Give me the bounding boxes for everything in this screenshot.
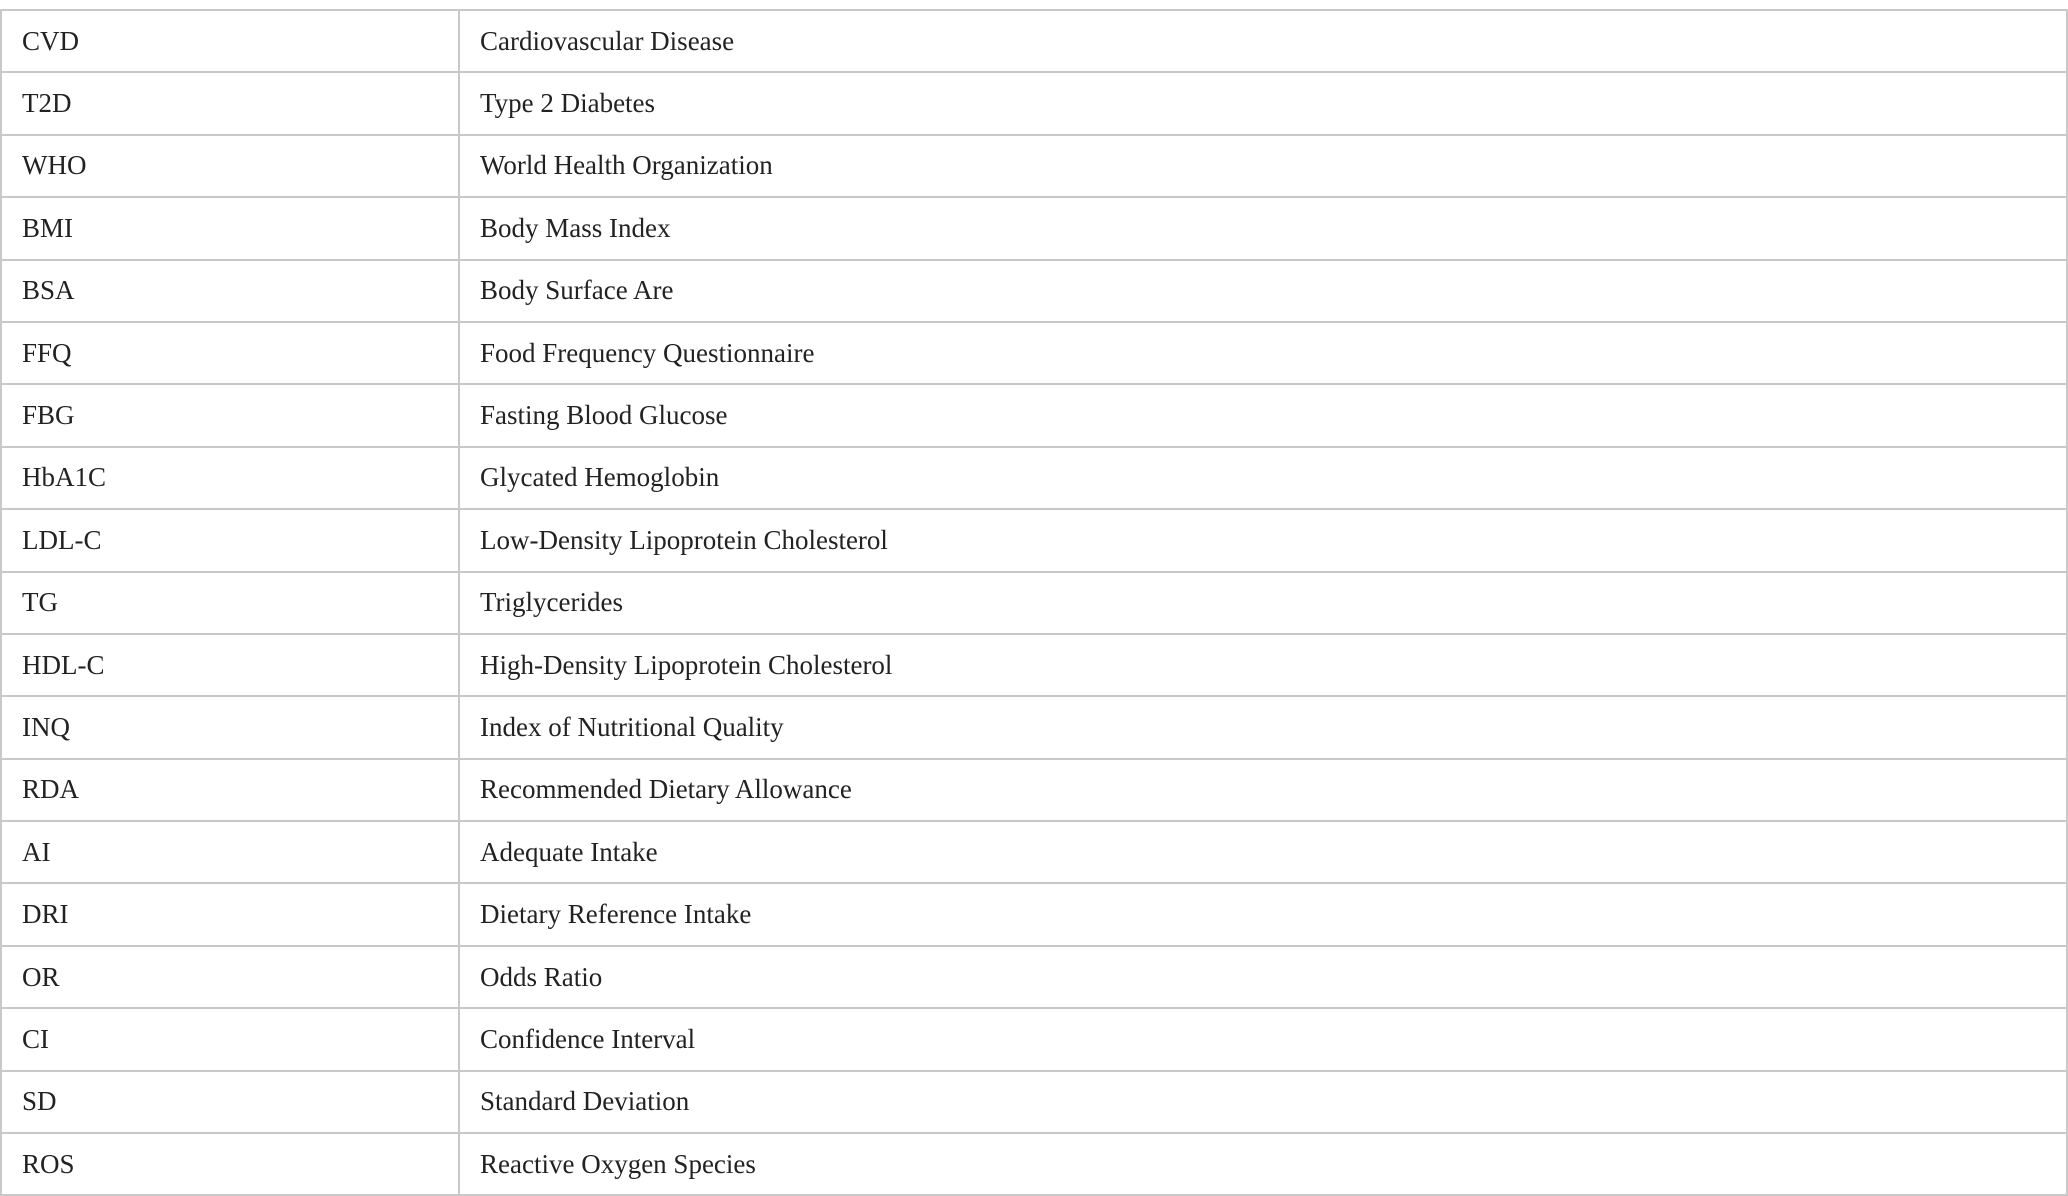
abbreviation-cell: CVD	[1, 10, 459, 72]
abbreviations-table	[0, 9, 2068, 1196]
definition-cell: Food Frequency Questionnaire	[459, 322, 2067, 384]
abbreviation-cell: TG	[1, 572, 459, 634]
table-row	[1, 634, 2067, 696]
table-row	[1, 260, 2067, 322]
definition-cell: Low-Density Lipoprotein Cholesterol	[459, 509, 2067, 571]
definition-cell: Recommended Dietary Allowance	[459, 759, 2067, 821]
table-row	[1, 572, 2067, 634]
definition-cell: Fasting Blood Glucose	[459, 384, 2067, 446]
abbreviation-cell: HbA1C	[1, 447, 459, 509]
abbreviation-cell: CI	[1, 1008, 459, 1070]
definition-cell: High-Density Lipoprotein Cholesterol	[459, 634, 2067, 696]
definition-cell: Index of Nutritional Quality	[459, 696, 2067, 758]
abbreviation-cell: BSA	[1, 260, 459, 322]
abbreviation-cell: BMI	[1, 197, 459, 259]
table-row	[1, 135, 2067, 197]
table-row	[1, 1008, 2067, 1070]
abbreviation-cell: AI	[1, 821, 459, 883]
table-row	[1, 197, 2067, 259]
definition-cell: Body Mass Index	[459, 197, 2067, 259]
definition-cell: Glycated Hemoglobin	[459, 447, 2067, 509]
definition-cell: Confidence Interval	[459, 1008, 2067, 1070]
abbreviation-cell: FFQ	[1, 322, 459, 384]
table-row	[1, 72, 2067, 134]
definition-cell: Odds Ratio	[459, 946, 2067, 1008]
abbreviation-cell: WHO	[1, 135, 459, 197]
table-row	[1, 322, 2067, 384]
table-row	[1, 10, 2067, 72]
definition-cell: World Health Organization	[459, 135, 2067, 197]
abbreviation-cell: HDL-C	[1, 634, 459, 696]
table-row	[1, 946, 2067, 1008]
definition-cell: Type 2 Diabetes	[459, 72, 2067, 134]
table-row	[1, 696, 2067, 758]
definition-cell: Body Surface Are	[459, 260, 2067, 322]
abbreviation-cell: INQ	[1, 696, 459, 758]
definition-cell: Reactive Oxygen Species	[459, 1133, 2067, 1195]
abbreviation-cell: LDL-C	[1, 509, 459, 571]
table-row	[1, 384, 2067, 446]
table-row	[1, 447, 2067, 509]
definition-cell: Cardiovascular Disease	[459, 10, 2067, 72]
definition-cell: Dietary Reference Intake	[459, 883, 2067, 945]
abbreviation-cell: T2D	[1, 72, 459, 134]
abbreviation-cell: FBG	[1, 384, 459, 446]
table-row	[1, 509, 2067, 571]
definition-cell: Standard Deviation	[459, 1071, 2067, 1133]
abbreviation-cell: RDA	[1, 759, 459, 821]
abbreviation-cell: ROS	[1, 1133, 459, 1195]
table-row	[1, 1133, 2067, 1195]
abbreviation-cell: OR	[1, 946, 459, 1008]
table-row	[1, 883, 2067, 945]
abbreviation-cell: SD	[1, 1071, 459, 1133]
abbreviations-table-body	[1, 10, 2067, 1195]
table-row	[1, 1071, 2067, 1133]
table-row	[1, 821, 2067, 883]
definition-cell: Triglycerides	[459, 572, 2067, 634]
definition-cell: Adequate Intake	[459, 821, 2067, 883]
table-row	[1, 759, 2067, 821]
abbreviation-cell: DRI	[1, 883, 459, 945]
